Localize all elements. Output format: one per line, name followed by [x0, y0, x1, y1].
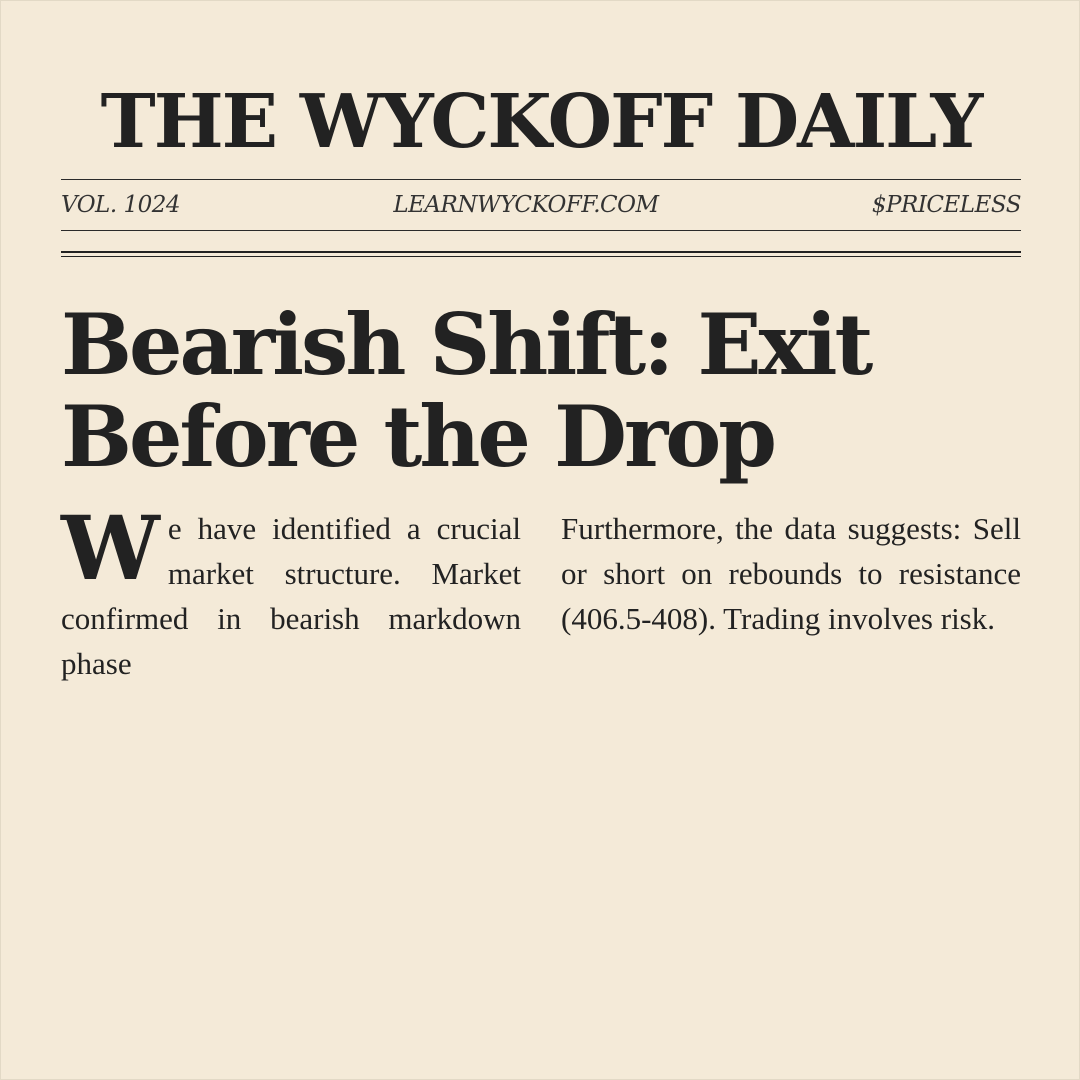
article-column-1	[61, 496, 521, 686]
website-label: LEARNWYCKOFF.COM	[393, 192, 659, 218]
article-headline: Bearish Shift: Exit Before the Drop	[61, 295, 871, 486]
double-divider	[61, 251, 1021, 257]
price-label: $PRICELESS	[871, 192, 1021, 218]
volume-label: VOL. 1024	[61, 192, 180, 218]
drop-cap: W	[61, 496, 160, 600]
column-2-text: Furthermore, the data suggests: Sell or short on rebounds to resistance (406.5-408). Trading involves risk.	[561, 511, 1021, 636]
column-1-text: e have identified a crucial market structure. Market confirmed in bearish markdown phase	[61, 511, 521, 681]
article-column-2	[561, 506, 1021, 686]
article-body	[61, 496, 1021, 686]
masthead-title: THE WYCKOFF DAILY	[100, 79, 982, 165]
masthead-info-bar	[61, 179, 1021, 231]
